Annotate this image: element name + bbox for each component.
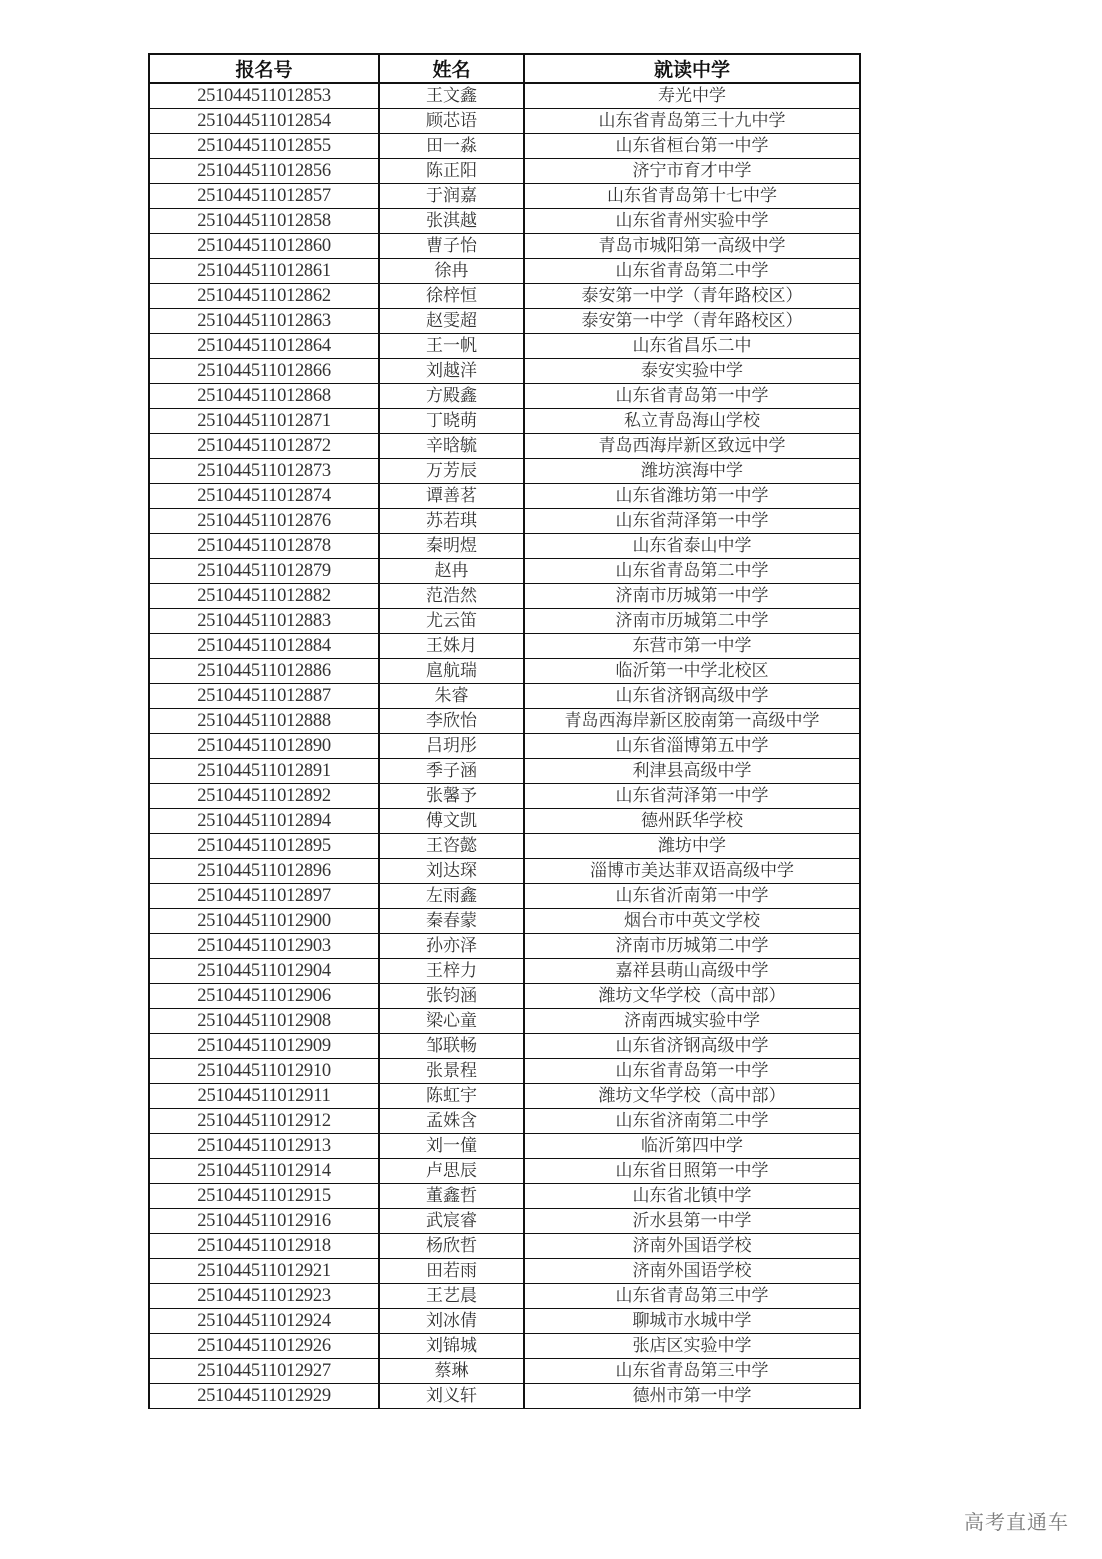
student-name-cell: 王姝月: [379, 634, 524, 659]
registration-number-cell: 251044511012876: [149, 509, 379, 534]
school-cell: 济宁市育才中学: [524, 159, 860, 184]
registration-number-cell: 251044511012858: [149, 209, 379, 234]
student-name-cell: 刘达琛: [379, 859, 524, 884]
student-name-cell: 孟姝含: [379, 1109, 524, 1134]
school-cell: 烟台市中英文学校: [524, 909, 860, 934]
registration-number-cell: 251044511012900: [149, 909, 379, 934]
table-row: [149, 959, 860, 984]
table-row: [149, 684, 860, 709]
school-cell: 山东省昌乐二中: [524, 334, 860, 359]
table-row: [149, 159, 860, 184]
student-name-cell: 张淇越: [379, 209, 524, 234]
table-row: [149, 634, 860, 659]
student-name-cell: 刘越洋: [379, 359, 524, 384]
school-cell: 德州市第一中学: [524, 1384, 860, 1409]
table-row: [149, 534, 860, 559]
school-cell: 山东省菏泽第一中学: [524, 509, 860, 534]
school-cell: 济南西城实验中学: [524, 1009, 860, 1034]
school-cell: 临沂第四中学: [524, 1134, 860, 1159]
school-cell: 寿光中学: [524, 83, 860, 109]
table-row: [149, 83, 860, 109]
registration-number-cell: 251044511012909: [149, 1034, 379, 1059]
student-name-cell: 卢思辰: [379, 1159, 524, 1184]
student-name-cell: 尤云笛: [379, 609, 524, 634]
registration-number-cell: 251044511012886: [149, 659, 379, 684]
registration-number-cell: 251044511012887: [149, 684, 379, 709]
school-cell: 山东省济钢高级中学: [524, 1034, 860, 1059]
school-cell: 山东省青岛第一中学: [524, 1059, 860, 1084]
table-row: [149, 384, 860, 409]
table-row: [149, 1084, 860, 1109]
student-name-cell: 邹联畅: [379, 1034, 524, 1059]
registration-number-cell: 251044511012918: [149, 1234, 379, 1259]
table-row: [149, 134, 860, 159]
registration-number-cell: 251044511012926: [149, 1334, 379, 1359]
registration-number-cell: 251044511012860: [149, 234, 379, 259]
student-name-cell: 扈航瑞: [379, 659, 524, 684]
school-cell: 山东省泰山中学: [524, 534, 860, 559]
table-row: [149, 1359, 860, 1384]
school-cell: 山东省青岛第二中学: [524, 259, 860, 284]
table-row: [149, 1309, 860, 1334]
student-name-cell: 刘冰倩: [379, 1309, 524, 1334]
registration-number-cell: 251044511012883: [149, 609, 379, 634]
registration-number-cell: 251044511012894: [149, 809, 379, 834]
school-cell: 潍坊滨海中学: [524, 459, 860, 484]
student-name-cell: 方殿鑫: [379, 384, 524, 409]
school-cell: 淄博市美达菲双语高级中学: [524, 859, 860, 884]
registration-number-cell: 251044511012857: [149, 184, 379, 209]
student-name-cell: 刘义轩: [379, 1384, 524, 1409]
registration-number-cell: 251044511012874: [149, 484, 379, 509]
student-name-cell: 辛晗毓: [379, 434, 524, 459]
school-cell: 泰安实验中学: [524, 359, 860, 384]
school-cell: 山东省济钢高级中学: [524, 684, 860, 709]
table-row: [149, 109, 860, 134]
school-cell: 山东省济南第二中学: [524, 1109, 860, 1134]
student-name-cell: 左雨鑫: [379, 884, 524, 909]
student-name-cell: 吕玥彤: [379, 734, 524, 759]
student-name-cell: 朱睿: [379, 684, 524, 709]
table-row: [149, 359, 860, 384]
school-cell: 济南外国语学校: [524, 1234, 860, 1259]
registration-number-cell: 251044511012911: [149, 1084, 379, 1109]
school-cell: 山东省北镇中学: [524, 1184, 860, 1209]
student-name-cell: 傅文凯: [379, 809, 524, 834]
registration-number-cell: 251044511012895: [149, 834, 379, 859]
table-row: [149, 1259, 860, 1284]
school-cell: 潍坊中学: [524, 834, 860, 859]
table-row: [149, 609, 860, 634]
student-name-cell: 季子涵: [379, 759, 524, 784]
student-name-cell: 陈虹宇: [379, 1084, 524, 1109]
registration-number-cell: 251044511012906: [149, 984, 379, 1009]
school-cell: 山东省青岛第一中学: [524, 384, 860, 409]
column-header-registration-number: 报名号: [149, 54, 379, 83]
table-row: [149, 484, 860, 509]
registration-number-cell: 251044511012903: [149, 934, 379, 959]
student-name-cell: 王艺晨: [379, 1284, 524, 1309]
table-row: [149, 984, 860, 1009]
student-name-cell: 顾芯语: [379, 109, 524, 134]
student-name-cell: 丁晓萌: [379, 409, 524, 434]
school-cell: 临沂第一中学北校区: [524, 659, 860, 684]
registration-number-cell: 251044511012855: [149, 134, 379, 159]
school-cell: 山东省淄博第五中学: [524, 734, 860, 759]
school-cell: 私立青岛海山学校: [524, 409, 860, 434]
table-row: [149, 1134, 860, 1159]
table-row: [149, 284, 860, 309]
table-row: [149, 734, 860, 759]
registration-number-cell: 251044511012866: [149, 359, 379, 384]
table-row: [149, 559, 860, 584]
student-name-cell: 万芳辰: [379, 459, 524, 484]
registration-number-cell: 251044511012862: [149, 284, 379, 309]
table-row: [149, 234, 860, 259]
registration-number-cell: 251044511012892: [149, 784, 379, 809]
registration-number-cell: 251044511012884: [149, 634, 379, 659]
registration-number-cell: 251044511012864: [149, 334, 379, 359]
school-cell: 山东省青州实验中学: [524, 209, 860, 234]
registration-number-cell: 251044511012896: [149, 859, 379, 884]
registration-number-cell: 251044511012853: [149, 83, 379, 109]
table-row: [149, 834, 860, 859]
school-cell: 济南市历城第一中学: [524, 584, 860, 609]
registration-number-cell: 251044511012856: [149, 159, 379, 184]
registration-number-cell: 251044511012912: [149, 1109, 379, 1134]
student-name-cell: 谭善茗: [379, 484, 524, 509]
school-cell: 山东省日照第一中学: [524, 1159, 860, 1184]
student-name-cell: 张馨予: [379, 784, 524, 809]
table-row: [149, 809, 860, 834]
registration-number-cell: 251044511012916: [149, 1209, 379, 1234]
school-cell: 济南市历城第二中学: [524, 609, 860, 634]
school-cell: 山东省青岛第十七中学: [524, 184, 860, 209]
watermark-text: 高考直通车: [964, 1510, 1069, 1534]
registration-number-cell: 251044511012882: [149, 584, 379, 609]
student-name-cell: 于润嘉: [379, 184, 524, 209]
student-name-cell: 张钧涵: [379, 984, 524, 1009]
school-cell: 山东省潍坊第一中学: [524, 484, 860, 509]
student-name-cell: 王梓力: [379, 959, 524, 984]
table-row: [149, 584, 860, 609]
school-cell: 山东省青岛第三中学: [524, 1359, 860, 1384]
registration-number-cell: 251044511012927: [149, 1359, 379, 1384]
table-row: [149, 259, 860, 284]
registration-number-cell: 251044511012904: [149, 959, 379, 984]
table-row: [149, 884, 860, 909]
table-row: [149, 709, 860, 734]
table-row: [149, 759, 860, 784]
school-cell: 济南市历城第二中学: [524, 934, 860, 959]
column-header-school: 就读中学: [524, 54, 860, 83]
student-name-cell: 李欣怡: [379, 709, 524, 734]
school-cell: 沂水县第一中学: [524, 1209, 860, 1234]
table-row: [149, 184, 860, 209]
registration-number-cell: 251044511012868: [149, 384, 379, 409]
school-cell: 东营市第一中学: [524, 634, 860, 659]
table-row: [149, 1034, 860, 1059]
student-name-cell: 杨欣哲: [379, 1234, 524, 1259]
admission-list-table: [148, 53, 861, 1409]
table-row: [149, 859, 860, 884]
school-cell: 张店区实验中学: [524, 1334, 860, 1359]
registration-number-cell: 251044511012854: [149, 109, 379, 134]
table-row: [149, 909, 860, 934]
student-name-cell: 王咨懿: [379, 834, 524, 859]
school-cell: 青岛西海岸新区胶南第一高级中学: [524, 709, 860, 734]
student-name-cell: 范浩然: [379, 584, 524, 609]
table-row: [149, 784, 860, 809]
student-name-cell: 王一帆: [379, 334, 524, 359]
student-name-cell: 董鑫哲: [379, 1184, 524, 1209]
table-row: [149, 1384, 860, 1409]
student-name-cell: 秦春蒙: [379, 909, 524, 934]
school-cell: 山东省青岛第二中学: [524, 559, 860, 584]
school-cell: 山东省青岛第三十九中学: [524, 109, 860, 134]
registration-number-cell: 251044511012921: [149, 1259, 379, 1284]
table-row: [149, 1059, 860, 1084]
table-row: [149, 309, 860, 334]
table-row: [149, 509, 860, 534]
table-row: [149, 1334, 860, 1359]
registration-number-cell: 251044511012872: [149, 434, 379, 459]
student-name-cell: 徐冉: [379, 259, 524, 284]
registration-number-cell: 251044511012861: [149, 259, 379, 284]
student-name-cell: 陈正阳: [379, 159, 524, 184]
column-header-name: 姓名: [379, 54, 524, 83]
registration-number-cell: 251044511012897: [149, 884, 379, 909]
registration-number-cell: 251044511012871: [149, 409, 379, 434]
table-row: [149, 209, 860, 234]
school-cell: 青岛市城阳第一高级中学: [524, 234, 860, 259]
student-name-cell: 蔡琳: [379, 1359, 524, 1384]
table-row: [149, 1209, 860, 1234]
student-name-cell: 徐梓恒: [379, 284, 524, 309]
table-row: [149, 1184, 860, 1209]
school-cell: 利津县高级中学: [524, 759, 860, 784]
school-cell: 山东省沂南第一中学: [524, 884, 860, 909]
table-row: [149, 1109, 860, 1134]
registration-number-cell: 251044511012923: [149, 1284, 379, 1309]
student-name-cell: 武宸睿: [379, 1209, 524, 1234]
table-row: [149, 409, 860, 434]
student-name-cell: 张景程: [379, 1059, 524, 1084]
school-cell: 山东省菏泽第一中学: [524, 784, 860, 809]
table-row: [149, 334, 860, 359]
school-cell: 济南外国语学校: [524, 1259, 860, 1284]
school-cell: 潍坊文华学校（高中部）: [524, 984, 860, 1009]
table-row: [149, 434, 860, 459]
student-name-cell: 田一淼: [379, 134, 524, 159]
school-cell: 山东省青岛第三中学: [524, 1284, 860, 1309]
table-row: [149, 934, 860, 959]
table-row: [149, 1009, 860, 1034]
registration-number-cell: 251044511012888: [149, 709, 379, 734]
school-cell: 潍坊文华学校（高中部）: [524, 1084, 860, 1109]
registration-number-cell: 251044511012879: [149, 559, 379, 584]
registration-number-cell: 251044511012908: [149, 1009, 379, 1034]
registration-number-cell: 251044511012914: [149, 1159, 379, 1184]
student-name-cell: 田若雨: [379, 1259, 524, 1284]
student-name-cell: 孙亦泽: [379, 934, 524, 959]
registration-number-cell: 251044511012915: [149, 1184, 379, 1209]
table-row: [149, 1284, 860, 1309]
student-name-cell: 王文鑫: [379, 83, 524, 109]
student-name-cell: 赵雯超: [379, 309, 524, 334]
school-cell: 聊城市水城中学: [524, 1309, 860, 1334]
student-name-cell: 刘一僮: [379, 1134, 524, 1159]
registration-number-cell: 251044511012890: [149, 734, 379, 759]
registration-number-cell: 251044511012910: [149, 1059, 379, 1084]
table-header-row: [149, 54, 860, 83]
school-cell: 山东省桓台第一中学: [524, 134, 860, 159]
table-row: [149, 1159, 860, 1184]
table-row: [149, 659, 860, 684]
school-cell: 青岛西海岸新区致远中学: [524, 434, 860, 459]
student-name-cell: 刘锦城: [379, 1334, 524, 1359]
student-name-cell: 梁心童: [379, 1009, 524, 1034]
school-cell: 德州跃华学校: [524, 809, 860, 834]
registration-number-cell: 251044511012913: [149, 1134, 379, 1159]
table-row: [149, 459, 860, 484]
registration-number-cell: 251044511012891: [149, 759, 379, 784]
school-cell: 嘉祥县萌山高级中学: [524, 959, 860, 984]
registration-number-cell: 251044511012878: [149, 534, 379, 559]
student-name-cell: 秦明煜: [379, 534, 524, 559]
registration-number-cell: 251044511012924: [149, 1309, 379, 1334]
registration-number-cell: 251044511012873: [149, 459, 379, 484]
student-name-cell: 赵冉: [379, 559, 524, 584]
student-name-cell: 曹子怡: [379, 234, 524, 259]
table-row: [149, 1234, 860, 1259]
student-name-cell: 苏若琪: [379, 509, 524, 534]
school-cell: 泰安第一中学（青年路校区）: [524, 309, 860, 334]
registration-number-cell: 251044511012929: [149, 1384, 379, 1409]
registration-number-cell: 251044511012863: [149, 309, 379, 334]
school-cell: 泰安第一中学（青年路校区）: [524, 284, 860, 309]
